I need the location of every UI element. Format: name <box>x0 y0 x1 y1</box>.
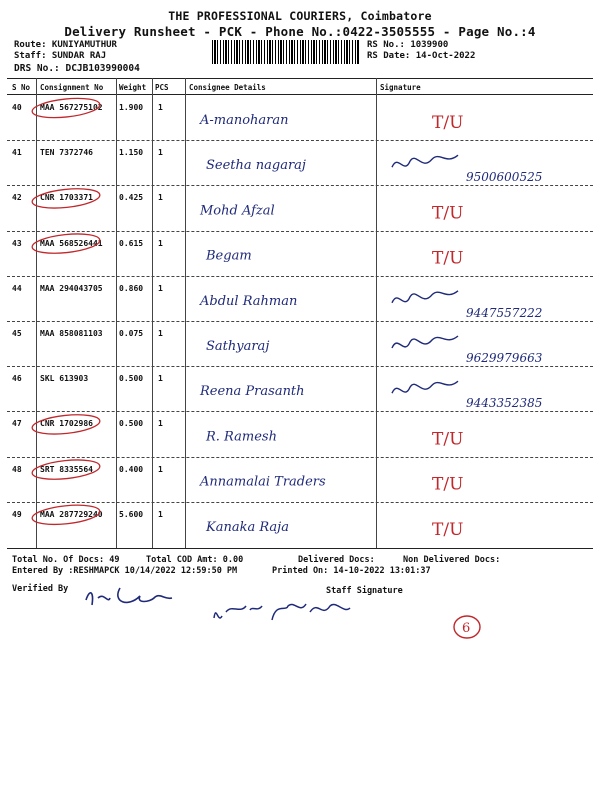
col-divider <box>116 78 117 548</box>
row-consignment-no: MAA 287729240 <box>40 509 103 519</box>
row-divider <box>7 231 593 232</box>
row-consignment-no: SKL 613903 <box>40 374 89 384</box>
row-sno: 49 <box>12 509 22 519</box>
verified-by-label: Verified By <box>12 584 69 594</box>
row-pcs: 1 <box>158 374 163 384</box>
page-mark: 6 <box>462 621 471 636</box>
row-divider <box>7 411 593 412</box>
row-pcs: 1 <box>158 419 163 429</box>
row-consignment-no: TEN 7372746 <box>40 148 93 158</box>
row-sno: 43 <box>12 238 22 248</box>
row-consignee-handwritten: Begam <box>206 248 252 264</box>
row-consignee-handwritten: Kanaka Raja <box>206 519 289 535</box>
row-weight: 1.900 <box>119 103 144 112</box>
staff-label: Staff: SUNDAR RAJ <box>14 51 107 61</box>
row-pcs: 1 <box>158 148 163 158</box>
total-docs: Total No. Of Docs: 49 <box>12 555 120 565</box>
row-weight: 0.615 <box>119 238 144 248</box>
col-divider <box>185 78 186 548</box>
company-title: THE PROFESSIONAL COURIERS, Coimbatore <box>168 9 432 23</box>
row-consignment-no: MAA 568526441 <box>40 238 103 248</box>
col-header-sno: S No <box>12 83 31 92</box>
row-pcs: 1 <box>158 238 163 248</box>
route-label: Route: KUNIYAMUTHUR <box>14 40 117 50</box>
col-header-weight: Weight <box>119 83 147 92</box>
row-consignee-handwritten: Seetha nagaraj <box>206 158 306 174</box>
delivered-docs: Delivered Docs: <box>298 555 375 565</box>
row-signature-scribble <box>392 291 458 303</box>
row-weight: 1.150 <box>119 148 144 158</box>
row-weight: 0.425 <box>119 193 144 203</box>
row-divider <box>7 276 593 277</box>
row-consignment-no: MAA 294043705 <box>40 283 103 293</box>
runsheet-subtitle: Delivery Runsheet - PCK - Phone No.:0422-3505555 - Page No.:4 <box>64 24 536 39</box>
row-consignee-handwritten: Abdul Rahman <box>200 293 298 309</box>
row-pcs: 1 <box>158 103 163 112</box>
row-consignee-handwritten: Annamalai Traders <box>200 474 326 490</box>
row-sno: 42 <box>12 193 22 203</box>
col-divider <box>152 78 153 548</box>
row-sno: 41 <box>12 148 22 158</box>
row-pcs: 1 <box>158 283 163 293</box>
row-consignment-no: SRT 8335564 <box>40 464 93 474</box>
row-signature-tu: T/U <box>432 519 464 540</box>
printed-on: Printed On: 14-10-2022 13:01:37 <box>272 566 431 576</box>
col-header-consignment: Consignment No <box>40 83 104 92</box>
row-pcs: 1 <box>158 329 163 338</box>
row-consignee-handwritten: A-manoharan <box>200 113 289 128</box>
row-divider <box>7 457 593 458</box>
row-consignee-handwritten: Mohd Afzal <box>200 203 275 219</box>
row-sno: 44 <box>12 283 22 293</box>
drs-number: DRS No.: DCJB103990004 <box>14 63 140 74</box>
rs-date: RS Date: 14-Oct-2022 <box>367 51 476 61</box>
page-mark-circle <box>454 616 480 638</box>
row-divider <box>7 321 593 322</box>
row-consignee-handwritten: Reena Prasanth <box>200 384 305 400</box>
row-phone-handwritten: 9500600525 <box>466 170 543 185</box>
row-divider <box>7 185 593 186</box>
row-signature-tu: T/U <box>432 203 464 224</box>
row-pcs: 1 <box>158 193 163 203</box>
row-signature-scribble <box>392 381 458 393</box>
row-pcs: 1 <box>158 464 163 474</box>
row-weight: 5.600 <box>119 509 144 519</box>
row-sno: 40 <box>12 103 22 112</box>
col-header-consignee: Consignee Details <box>189 83 266 92</box>
staff-signature-label: Staff Signature <box>326 586 403 596</box>
row-weight: 0.075 <box>119 329 144 338</box>
table-bottom-rule <box>7 548 593 549</box>
row-signature-scribble <box>392 336 458 348</box>
row-signature-tu: T/U <box>432 429 464 450</box>
row-sno: 47 <box>12 419 22 429</box>
row-consignment-no: CNR 1702986 <box>40 419 93 429</box>
row-sno: 45 <box>12 329 22 338</box>
row-sno: 48 <box>12 464 22 474</box>
row-pcs: 1 <box>158 509 163 519</box>
row-consignee-handwritten: R. Ramesh <box>206 429 277 445</box>
row-phone-handwritten: 9447557222 <box>466 305 543 320</box>
row-divider <box>7 502 593 503</box>
row-weight: 0.500 <box>119 419 144 429</box>
row-weight: 0.860 <box>119 283 144 293</box>
col-header-signature: Signature <box>380 83 421 92</box>
col-divider <box>36 78 37 548</box>
row-consignment-no: CNR 1703371 <box>40 193 93 203</box>
row-consignee-handwritten: Sathyaraj <box>206 339 270 354</box>
barcode <box>212 40 360 64</box>
table-header-rule <box>7 94 593 95</box>
row-divider <box>7 366 593 367</box>
row-divider <box>7 140 593 141</box>
total-cod: Total COD Amt: 0.00 <box>146 555 244 565</box>
entered-by: Entered By :RESHMAPCK 10/14/2022 12:59:50 PM <box>12 566 238 576</box>
table-top-rule <box>7 78 593 79</box>
rs-number: RS No.: 1039900 <box>367 40 449 50</box>
col-divider <box>376 78 377 548</box>
row-sno: 46 <box>12 374 22 384</box>
row-signature-tu: T/U <box>432 474 464 495</box>
row-weight: 0.500 <box>119 374 144 384</box>
row-signature-scribble <box>392 155 458 167</box>
row-signature-tu: T/U <box>432 113 464 133</box>
staff-signature-scribble <box>214 604 350 620</box>
col-header-pcs: PCS <box>155 83 169 92</box>
row-consignment-no: MAA 567275102 <box>40 103 103 112</box>
row-consignment-no: MAA 858081103 <box>40 329 103 338</box>
row-weight: 0.400 <box>119 464 144 474</box>
row-signature-tu: T/U <box>432 248 464 269</box>
non-delivered-docs: Non Delivered Docs: <box>403 555 501 565</box>
row-phone-handwritten: 9629979663 <box>466 351 543 365</box>
verifier-signature <box>86 588 172 605</box>
row-phone-handwritten: 9443352385 <box>466 396 543 411</box>
